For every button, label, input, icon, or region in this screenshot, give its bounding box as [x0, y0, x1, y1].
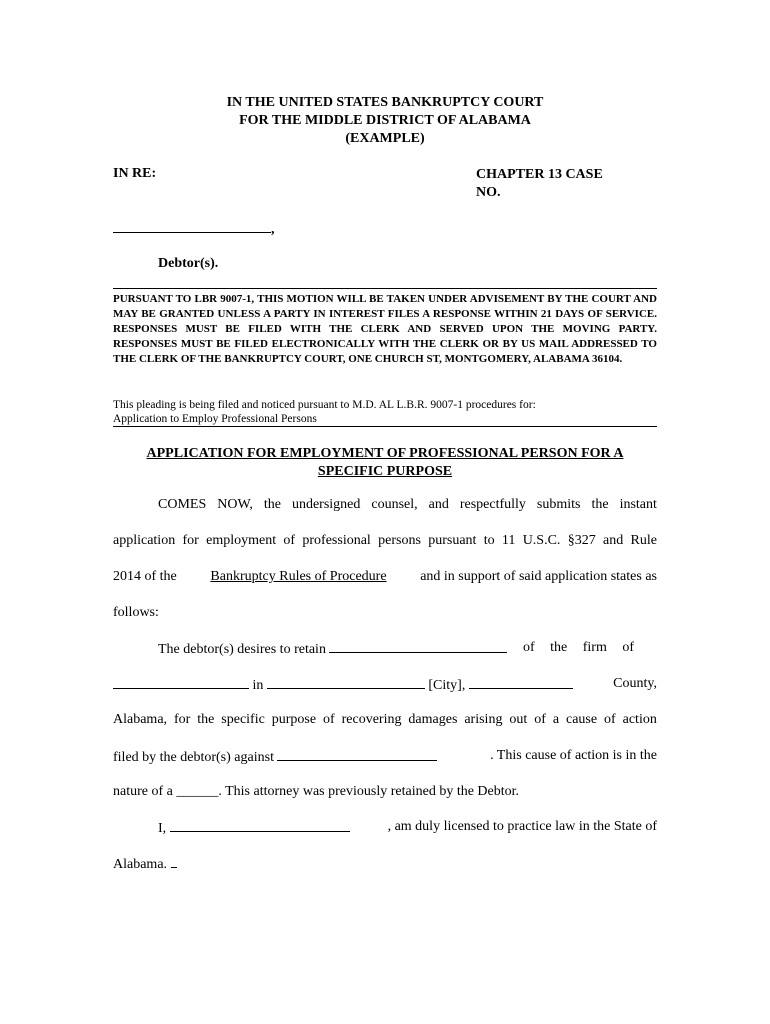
word: NOW, — [217, 497, 253, 512]
pleading-line2: Application to Employ Professional Persons — [113, 413, 317, 425]
notice-text: PURSUANT TO LBR 9007-1, THIS MOTION WILL BE TAKEN UNDER ADVISEMENT BY THE COURT AND MAY BE GRANTED UNLESS A PARTY IN INTEREST FILES A RESPONSE WITHIN 21 DAYS OF SERVICE. RESPONSES MUST BE FILED WITH THE CLERK AND SERVED UPON THE MOVING PARTY. RESPONSES MUST BE FILED ELECTRONICALLY WITH THE CLERK OR BY US MAIL ADDRESSED TO THE CLERK OF THE BANKRUPTCY COURT, ONE CHURCH ST, MONTGOMERY, ALABAMA 36104. — [113, 293, 657, 365]
paragraph2-line2 — [113, 676, 657, 694]
county-text: County, — [613, 676, 657, 691]
court-heading — [0, 94, 770, 148]
word: to — [483, 533, 495, 548]
paragraph1-line2 — [113, 533, 657, 549]
paragraph3-line1 — [158, 819, 657, 837]
word: §327 — [567, 533, 596, 548]
word: of — [534, 712, 546, 727]
word: professional — [302, 533, 371, 548]
p2-l2-group — [113, 676, 573, 694]
debtor-comma: , — [271, 222, 275, 237]
paragraph2-line5: nature of a ______. This attorney was previously retained by the Debtor. — [113, 784, 520, 799]
paragraph3-line2 — [113, 855, 177, 873]
chapter-line1: CHAPTER 13 CASE — [476, 167, 603, 182]
defendant-blank[interactable] — [277, 748, 437, 761]
word: cause — [565, 712, 598, 727]
against-text: filed by the debtor(s) against — [113, 750, 274, 765]
p1-l3-tail: and in support of said application states as — [420, 569, 657, 584]
word: of — [323, 712, 335, 727]
debtor-name-blank[interactable] — [113, 220, 271, 233]
retain-text: The debtor(s) desires to retain — [158, 642, 326, 657]
word: submits — [536, 497, 581, 512]
word: action — [622, 712, 657, 727]
i-text: I, — [158, 821, 167, 836]
word: instant — [619, 497, 657, 512]
paragraph2-line3 — [113, 712, 657, 728]
word: Rule — [630, 533, 657, 548]
word: specific — [221, 712, 265, 727]
firm-of-text: of the firm of — [522, 640, 634, 655]
word: COMES — [158, 497, 207, 512]
word: counsel, — [371, 497, 418, 512]
county-blank[interactable] — [469, 676, 573, 689]
chapter-line2: NO. — [476, 185, 501, 200]
word: of — [604, 712, 616, 727]
title-line2: SPECIFIC PURPOSE — [317, 464, 453, 479]
word: the — [197, 712, 215, 727]
word: and — [603, 533, 624, 548]
word: the — [591, 497, 609, 512]
word: 11 — [501, 533, 516, 548]
title-line1: APPLICATION FOR EMPLOYMENT OF PROFESSIONAL PERSON FOR A — [146, 446, 624, 461]
bankruptcy-rules-link[interactable]: Bankruptcy Rules of Procedure — [210, 569, 387, 584]
pleading-bottom-rule — [113, 426, 657, 427]
paragraph1-line3 — [113, 569, 657, 585]
cause-of-action-text: . This cause of action is in the — [490, 748, 657, 763]
attorney-name-blank[interactable] — [170, 819, 350, 832]
word: and — [428, 497, 449, 512]
chapter-case-label — [476, 166, 626, 202]
word: U.S.C. — [522, 533, 561, 548]
word: purpose — [271, 712, 317, 727]
debtors-label: Debtor(s). — [158, 256, 219, 271]
retain-attorney-blank[interactable] — [329, 640, 507, 653]
word: respectfully — [459, 497, 526, 512]
word: damages — [408, 712, 458, 727]
notice-top-rule — [113, 288, 657, 289]
alabama-text: Alabama. — [113, 857, 168, 872]
word: arising — [464, 712, 503, 727]
p3-l1-lead — [158, 819, 350, 837]
word: recovering — [341, 712, 402, 727]
word: for — [173, 712, 191, 727]
p2-l1-lead — [158, 640, 507, 658]
document-title — [113, 445, 657, 481]
paragraph1-line1 — [158, 497, 657, 513]
firm-name-blank[interactable] — [113, 676, 249, 689]
word: application — [113, 533, 176, 548]
court-heading-line1: IN THE UNITED STATES BANKRUPTCY COURT — [226, 95, 544, 110]
word: a — [552, 712, 560, 727]
paragraph2-line1 — [158, 640, 634, 658]
court-heading-line3: (EXAMPLE) — [345, 131, 425, 146]
p1-l3-lead: 2014 of the — [113, 569, 177, 584]
in-text: in — [252, 678, 264, 693]
word: persons — [378, 533, 421, 548]
word: employment — [206, 533, 277, 548]
word: Alabama, — [113, 712, 168, 727]
word: undersigned — [291, 497, 361, 512]
word: out — [509, 712, 528, 727]
city-label: [City], — [428, 678, 466, 693]
paragraph2-line4 — [113, 748, 657, 766]
trailing-blank[interactable] — [171, 855, 177, 868]
pleading-note — [113, 398, 657, 426]
word: of — [283, 533, 296, 548]
city-blank[interactable] — [267, 676, 425, 689]
word: pursuant — [428, 533, 477, 548]
licensed-text: , am duly licensed to practice law in the State of — [387, 819, 657, 834]
p2-l4-lead — [113, 748, 437, 766]
word: for — [182, 533, 199, 548]
debtor-name-line — [113, 220, 275, 238]
word: the — [263, 497, 281, 512]
in-re-label: IN RE: — [113, 166, 157, 181]
pleading-line1: This pleading is being filed and noticed pursuant to M.D. AL L.B.R. 9007-1 procedures for: — [113, 399, 536, 411]
paragraph1-line4: follows: — [113, 605, 159, 620]
court-heading-line2: FOR THE MIDDLE DISTRICT OF ALABAMA — [239, 113, 531, 128]
